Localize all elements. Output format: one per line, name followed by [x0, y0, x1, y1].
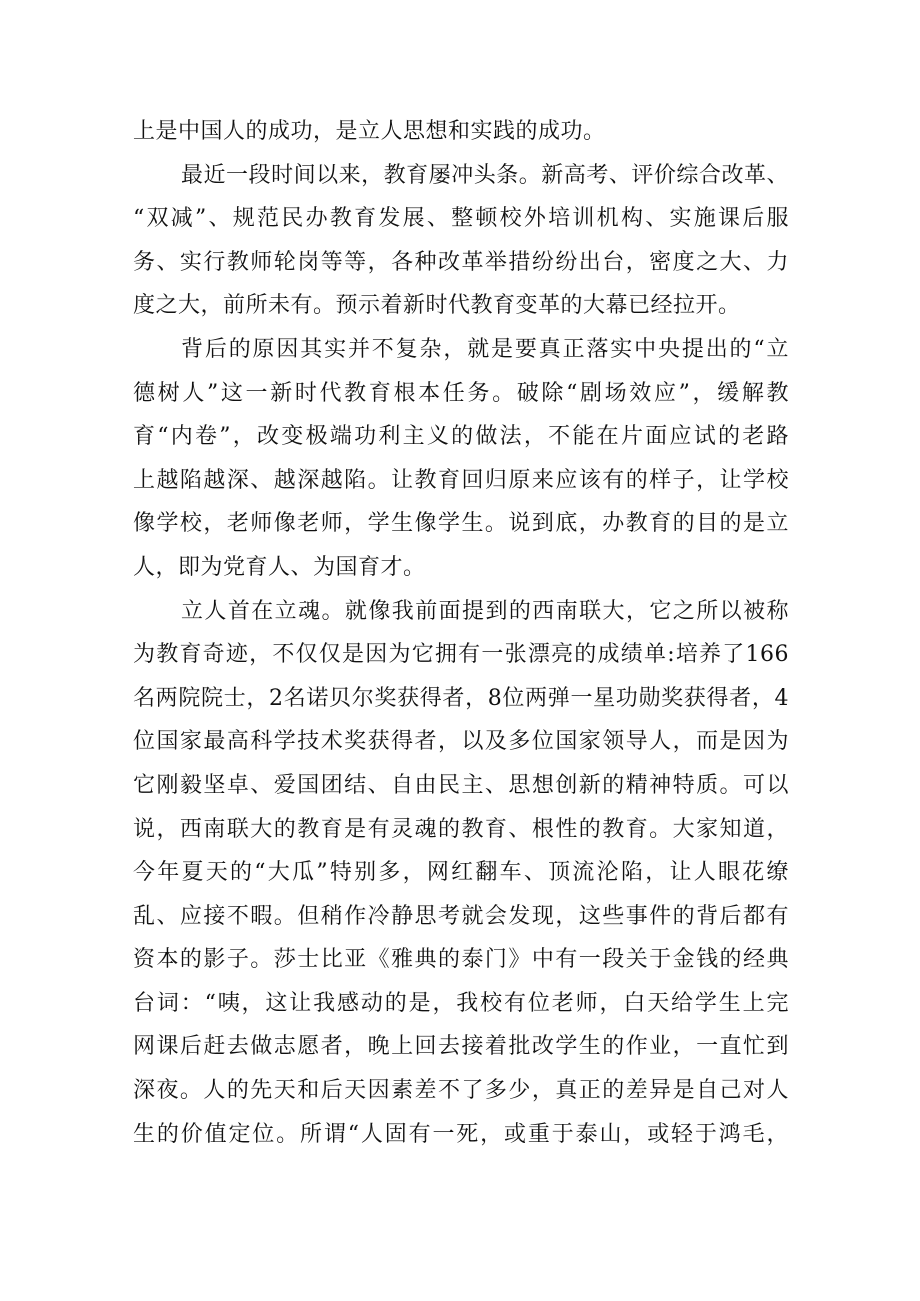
text-line: 上是中国人的成功，是立人思想和实践的成功。 [133, 119, 606, 144]
text-line: 生的价值定位。所谓“人固有一死，或重于泰山，或轻于鸿毛， [133, 1121, 789, 1147]
text-line: 像学校，老师像老师，学生像学生。说到底，办教育的目的是立 [133, 511, 789, 537]
text-line: 位国家最高科学技术奖获得者，以及多位国家领导人，而是因为 [133, 729, 789, 755]
text-line: 今年夏天的“大瓜”特别多，网红翻车、顶流沦陷，让人眼花缭 [133, 860, 789, 886]
text-line: 深夜。人的先天和后天因素差不了多少，真正的差异是自己对人 [133, 1078, 789, 1104]
paragraph-first-line: 最近一段时间以来，教育屡冲头条。新高考、评价综合改革、 [181, 162, 789, 188]
text-line: 度之大，前所未有。预示着新时代教育变革的大幕已经拉开。 [133, 293, 741, 319]
text-line: 务、实行教师轮岗等等，各种改革举措纷纷出台，密度之大、力 [133, 249, 789, 275]
text-line: 资本的影子。莎士比亚《雅典的泰门》中有一段关于金钱的经典 [133, 947, 789, 973]
text-line: 为教育奇迹，不仅仅是因为它拥有一张漂亮的成绩单:培养了166 [133, 642, 789, 668]
text-line: 上越陷越深、越深越陷。让教育回归原来应该有的样子，让学校 [133, 467, 789, 493]
text-line: 台词：“咦，这让我感动的是，我校有位老师，白天给学生上完 [133, 990, 789, 1016]
text-line: 育“内卷”，改变极端功利主义的做法，不能在片面应试的老路 [133, 424, 789, 450]
text-line: 人，即为党育人、为国育才。 [133, 554, 426, 580]
text-line: 德树人”这一新时代教育根本任务。破除“剧场效应”，缓解教 [133, 380, 789, 406]
text-line: 名两院院士，2名诺贝尔奖获得者，8位两弹一星功勋奖获得者，4 [133, 685, 789, 711]
text-line: 网课后赶去做志愿者，晚上回去接着批改学生的作业，一直忙到 [133, 1034, 789, 1060]
paragraph-first-line: 立人首在立魂。就像我前面提到的西南联大，它之所以被称 [181, 598, 789, 624]
text-line: 说，西南联大的教育是有灵魂的教育、根性的教育。大家知道， [133, 816, 789, 842]
text-line: 它刚毅坚卓、爱国团结、自由民主、思想创新的精神特质。可以 [133, 772, 789, 798]
text-line: 乱、应接不暇。但稍作冷静思考就会发现，这些事件的背后都有 [133, 903, 789, 929]
text-line: “双减”、规范民办教育发展、整顿校外培训机构、实施课后服 [133, 206, 789, 232]
body-text [133, 110, 789, 1156]
paragraph-first-line: 背后的原因其实并不复杂，就是要真正落实中央提出的“立 [181, 336, 789, 362]
